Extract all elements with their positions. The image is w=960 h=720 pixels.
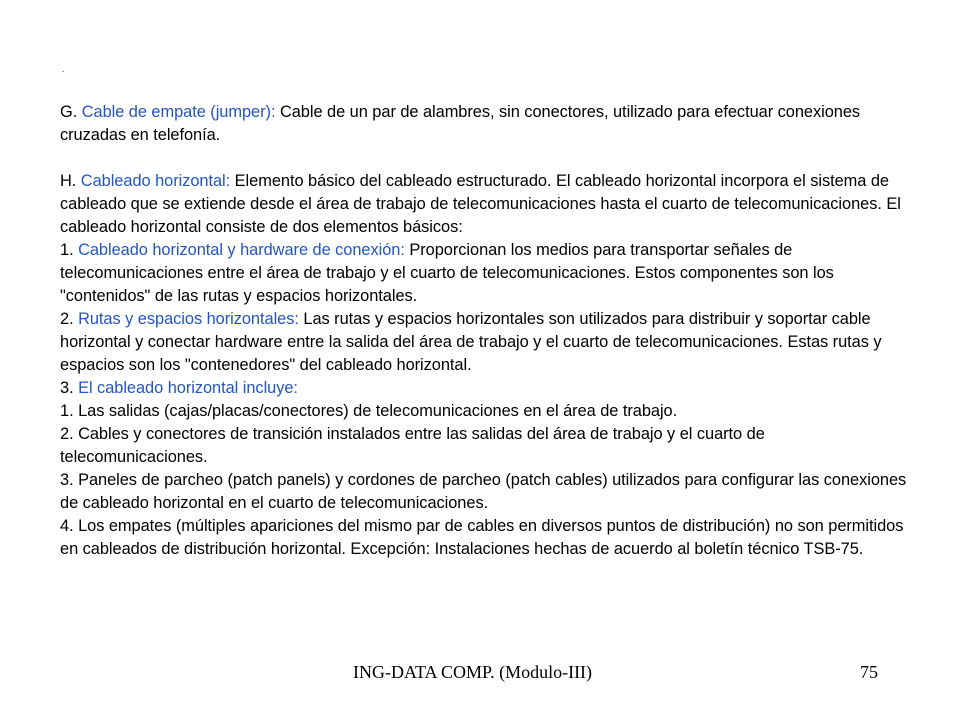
paragraph-h-cableado-horizontal: [60, 170, 910, 239]
page-number: 75: [860, 662, 878, 682]
slide-content: [60, 101, 910, 561]
list-item-empates: [60, 515, 910, 561]
term-separator: :: [400, 241, 405, 259]
term-separator: :: [294, 310, 299, 328]
paragraph-prefix: 1.: [60, 241, 79, 259]
term-separator: :: [225, 172, 231, 190]
term-cableado-incluye: El cableado horizontal incluye:: [78, 379, 298, 397]
term-cableado-y-hardware: Cableado horizontal y hardware de conexión: [78, 241, 401, 259]
paragraph-prefix: 2.: [60, 310, 79, 328]
paragraph-2-rutas: [60, 308, 910, 377]
paragraph-prefix: G.: [60, 103, 82, 121]
list-item-salidas: [60, 400, 910, 423]
paragraph-text: Proporcionan los medios para transportar señales de telecomunicaciones entre el área de trabajo y el cuarto de telecomunicaciones. Estos componentes son los "contenidos" de las rutas y espacios horizontales.: [60, 241, 834, 305]
term-separator: :: [270, 103, 276, 121]
paragraph-1-hardware: [60, 239, 910, 308]
slide-top-mark: .: [62, 65, 65, 74]
list-item-paneles-parcheo: [60, 469, 910, 515]
paragraph-text: Las rutas y espacios horizontales son utilizados para distribuir y soportar cable horizontal y conectar hardware entre la salida del área de trabajo y el cuarto de telecomunicaciones. Estas rutas y espacios son los "contenedores" del cableado horizontal.: [60, 310, 882, 374]
list-item-text: 3. Paneles de parcheo (patch panels) y cordones de parcheo (patch cables) utilizados para configurar las conexiones de cableado horizontal en el cuarto de telecomunicaciones.: [60, 471, 907, 512]
paragraph-text: Elemento básico del cableado estructurado. El cableado horizontal incorpora el sistema de cableado que se extiende desde el área de trabajo de telecomunicaciones hasta el cuarto de telecomunicaciones. El cableado horizontal consiste de dos elementos básicos:: [60, 172, 901, 236]
footer-title: ING-DATA COMP. (Modulo-III): [353, 662, 593, 682]
paragraph-prefix: H.: [60, 172, 81, 190]
paragraph-3-incluye: [60, 377, 910, 400]
term-cable-de-empate: Cable de empate (jumper): [81, 103, 271, 121]
paragraph-g-jumper: [60, 101, 910, 147]
list-item-cables-conectores: [60, 423, 910, 469]
list-item-text: 1. Las salidas (cajas/placas/conectores) de telecomunicaciones en el área de trabajo.: [60, 402, 678, 420]
paragraph-prefix: 3.: [60, 379, 79, 397]
term-rutas-y-espacios: Rutas y espacios horizontales: [78, 310, 295, 328]
term-cableado-horizontal: Cableado horizontal: [80, 172, 226, 190]
paragraph-text: Cable de un par de alambres, sin conectores, utilizado para efectuar conexiones cruzadas en telefonía.: [60, 103, 861, 144]
paragraph-gap: [60, 147, 910, 170]
list-item-text: 2. Cables y conectores de transición instalados entre las salidas del área de trabajo y el cuarto de telecomunicaciones.: [60, 425, 765, 466]
list-item-text: 4. Los empates (múltiples apariciones del mismo par de cables en diversos puntos de distribución) no son permitidos en cableados de distribución horizontal. Excepción: Instalaciones hechas de acuerdo al boletín técnico TSB-75.: [60, 517, 904, 558]
